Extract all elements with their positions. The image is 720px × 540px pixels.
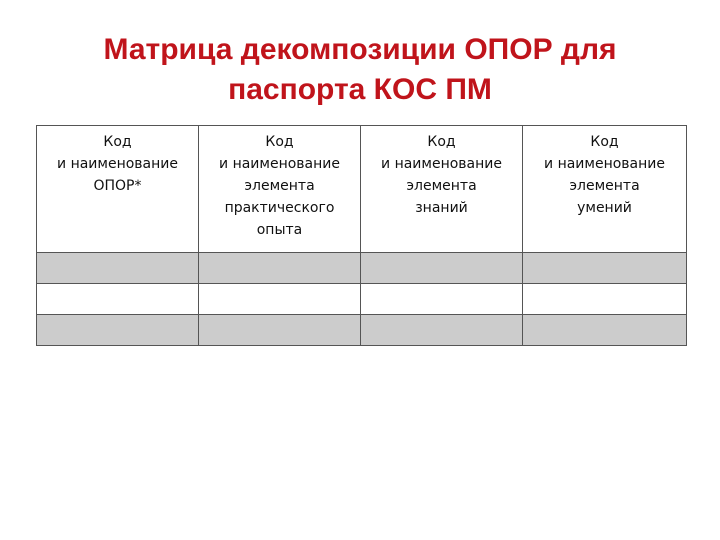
- table-cell: [37, 253, 199, 284]
- table-cell: [361, 315, 523, 346]
- table-cell: [523, 284, 687, 315]
- table-cell: [199, 284, 361, 315]
- table-cell: [523, 253, 687, 284]
- header-text-line: умений: [577, 200, 632, 216]
- header-text-line: и наименование: [219, 156, 340, 172]
- table-row: [37, 284, 687, 315]
- header-text-line: и наименование: [381, 156, 502, 172]
- table-row: [37, 315, 687, 346]
- table-cell: [199, 315, 361, 346]
- header-text-line: Код: [590, 134, 619, 150]
- slide-title-line-1: Матрица декомпозиции ОПОР для: [103, 33, 617, 66]
- header-skills: [523, 126, 687, 253]
- header-text-line: и наименование: [57, 156, 178, 172]
- table-cell: [361, 284, 523, 315]
- header-text-line: Код: [265, 134, 294, 150]
- table-cell: [361, 253, 523, 284]
- slide-title-line-2: паспорта КОС ПМ: [228, 73, 492, 106]
- header-text-line: Код: [103, 134, 132, 150]
- table-row: [37, 253, 687, 284]
- header-text-line: элемента: [569, 178, 640, 194]
- header-text-line: знаний: [415, 200, 468, 216]
- table-cell: [199, 253, 361, 284]
- header-text-line: ОПОР*: [93, 178, 142, 194]
- header-text-line: практического: [224, 200, 335, 216]
- header-practical-experience: [199, 126, 361, 253]
- header-opor: [37, 126, 199, 253]
- table-cell: [37, 284, 199, 315]
- header-text-line: опыта: [256, 222, 303, 238]
- table-cell: [523, 315, 687, 346]
- header-knowledge: [361, 126, 523, 253]
- header-text-line: и наименование: [544, 156, 665, 172]
- table-cell: [37, 315, 199, 346]
- decomposition-matrix-table: [36, 125, 687, 346]
- header-text-line: элемента: [406, 178, 477, 194]
- slide-title: [0, 30, 720, 110]
- table-header-row: [37, 126, 687, 253]
- header-text-line: Код: [427, 134, 456, 150]
- header-text-line: элемента: [244, 178, 315, 194]
